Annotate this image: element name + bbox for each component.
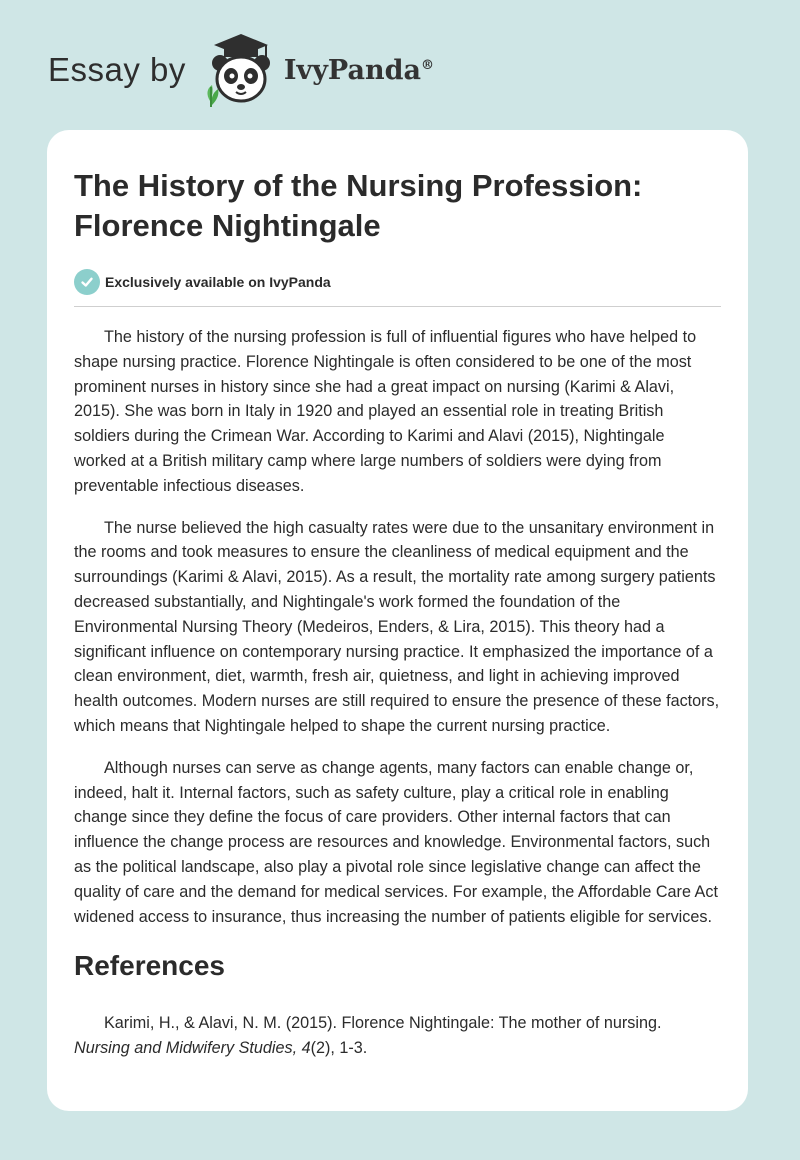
exclusive-label: Exclusively available on IvyPanda bbox=[105, 274, 331, 290]
brand-name-text: IvyPanda bbox=[283, 54, 421, 86]
body-paragraph-1: The history of the nursing profession is full of influential figures who have helped to shape nursing practice. Florence Nightingale is often considered to be one of the most prominent nurses in history since she had a great impact on nursing (Karimi & Alavi, 2015). She was born in Italy in 1920 and played an essential role in treating British soldiers during the Crimean War. According to Karimi and Alavi (2015), Nightingale worked at a British military camp where large numbers of soldiers were dying from preventable infectious diseases. bbox=[74, 328, 697, 495]
essay-by-label: Essay by bbox=[48, 51, 186, 88]
body-paragraph-3: Although nurses can serve as change agents, many factors can enable change or, indeed, halt it. Internal factors, such as safety culture, play a critical role in enabling change since they define the focus of care providers. Other internal factors that can influence the change process are resources and knowledge. Environmental factors, such as the political landscape, also play a pivotal role since legislative change can affect the quality of care and the demand for medical services. For example, the Affordable Care Act widened access to insurance, thus increasing the number of patients eligible for services. bbox=[74, 758, 718, 926]
divider bbox=[74, 306, 721, 307]
registered-mark: ® bbox=[420, 57, 434, 73]
page-title bbox=[74, 166, 721, 246]
check-icon bbox=[74, 269, 100, 295]
reference-entry bbox=[74, 1011, 721, 1061]
panda-logo-icon[interactable] bbox=[200, 31, 282, 109]
site-header bbox=[48, 30, 434, 110]
reference-authors-title: Karimi, H., & Alavi, N. M. (2015). Florence Nightingale: The mother of nursing. bbox=[104, 1014, 662, 1033]
reference-journal: Nursing and Midwifery Studies, 4 bbox=[74, 1039, 311, 1058]
essay-card bbox=[47, 130, 748, 1111]
body-paragraph-2: The nurse believed the high casualty rates were due to the unsanitary environment in the rooms and took measures to ensure the cleanliness of medical equipment and the surroundings (Karimi & Alavi, 2015). As a result, the mortality rate among surgery patients decreased substantially, and Nightingale's work formed the foundation of the Environmental Nursing Theory (Medeiros, Enders, & Lira, 2015). This theory had a significant influence on contemporary nursing practice. It emphasized the importance of a clean environment, diet, warmth, fresh air, quietness, and light in achieving improved health outcomes. Modern nurses are still required to ensure the presence of these factors, which means that Nightingale helped to shape the current nursing practice. bbox=[74, 518, 720, 735]
brand-name[interactable] bbox=[284, 55, 434, 86]
exclusive-notice bbox=[74, 268, 721, 296]
reference-issue-pages: (2), 1-3. bbox=[310, 1039, 368, 1058]
title-line-2: Florence Nightingale bbox=[74, 208, 381, 243]
references-heading: References bbox=[74, 950, 225, 982]
title-line-1: The History of the Nursing Profession: bbox=[74, 168, 643, 203]
